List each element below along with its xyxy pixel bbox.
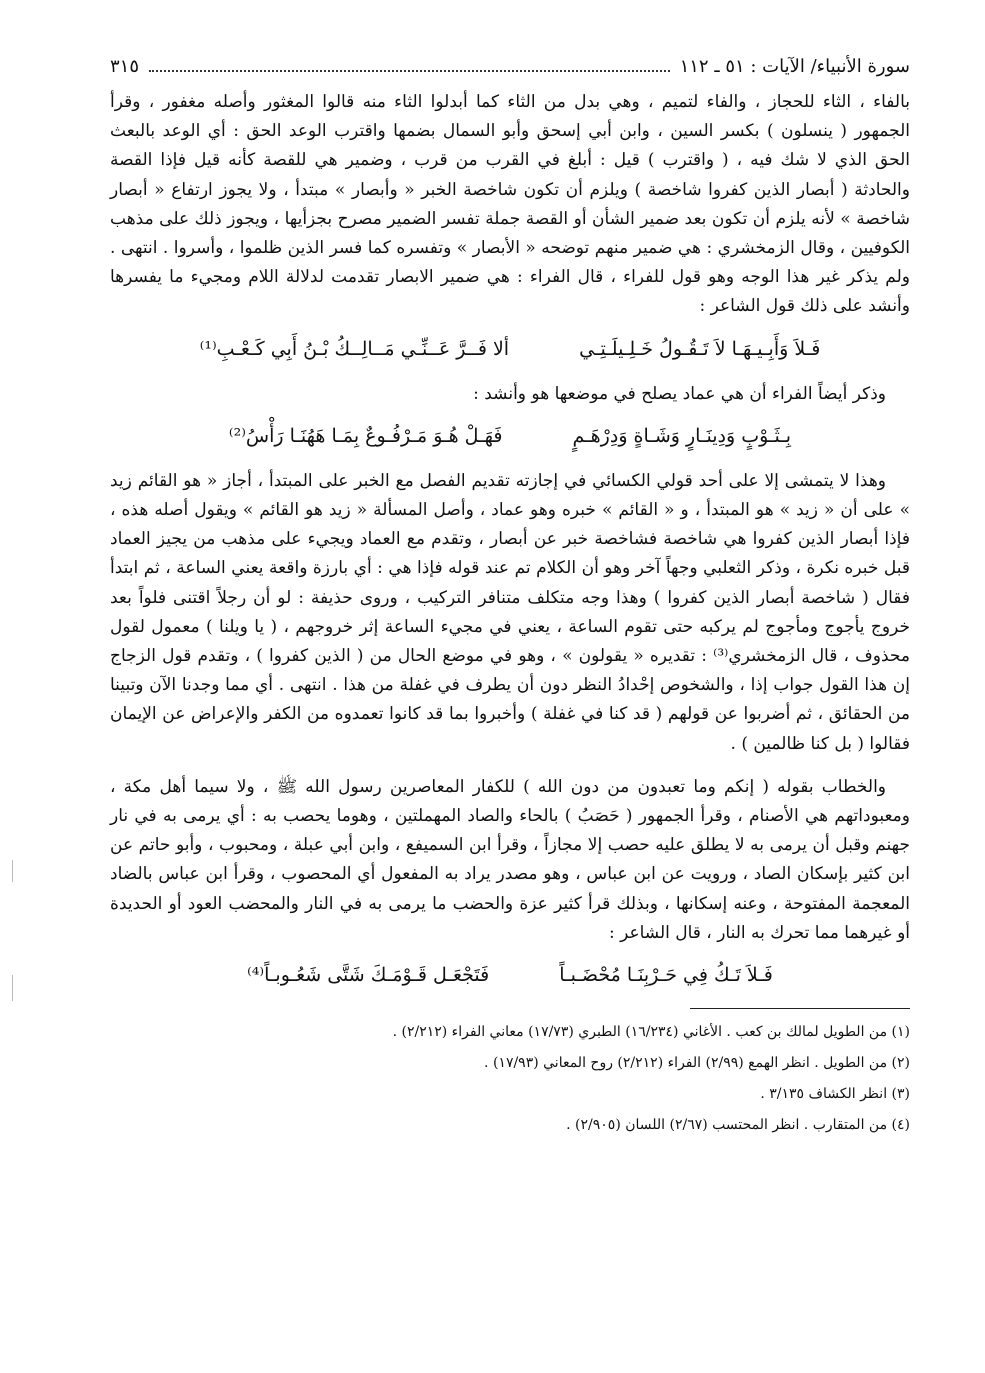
verse-1 [110, 334, 910, 364]
verse-3 [110, 960, 910, 990]
scan-margin-mark [12, 975, 13, 1001]
verse-1-second-hemistich: ألا فَــرَّ عَــنِّـي مَــالِــكُ بْـنُ أَبِي كَـعْـبِ⁽¹⁾ [199, 337, 510, 360]
footnote-3: (٣) انظر الكشاف ٣/١٣٥ . [760, 1086, 910, 1103]
running-header [110, 52, 910, 82]
verse-1-first-hemistich: فَـلاَ وَأَبِـيـهَـا لاَ تَـقُـولُ خَـلِـيلَـتِـي [579, 337, 821, 360]
verse-3-first-hemistich: فَـلاَ تَـكُ فِي حَـرْبِنَـا مُحْضَـبـاً [559, 964, 773, 987]
footnote-1: (١) من الطويل لمالك بن كعب . الأغاني (١٦/٢٣٤) الطبري (١٧/٧٣) معاني الفراء (٢/٢١٢) . [392, 1024, 910, 1041]
book-page [110, 52, 910, 1141]
header-dot-leader [149, 54, 670, 72]
verse-3-second-hemistich: فَتَجْعَـل قَـوْمَـكَ شَتَّى شَعُـوبـاً⁽⁴⁾ [247, 964, 490, 987]
surah-title: سورة الأنبياء/ الآيات : ٥١ ـ ١١٢ [679, 56, 910, 77]
paragraph-3: وهذا لا يتمشى إلا على أحد قولي الكسائي في إجازته تقديم الفصل مع الخبر على المبتدأ ، أجاز « هو القائم زيد » على أن « زيد » هو المبتدأ ، و « القائم » خبره وهو عماد ، وأصل المسألة « زيد هو القائم » ويقول أصله هذه ، فإذا أبصار الذين كفروا هي شاخصة فشاخصة خبر عن أبصار ، وتقدم مع العماد ويجيء على مذهب من يجيز العماد قبل خبره نكرة ، وذكر الثعلبي وجهاً آخر وهو أن الكلام تم عند قوله فإذا هي : أي بارزة واقعة يعني الساعة ، ثم ابتدأ فقال ( شاخصة أبصار الذين كفروا ) وهذا وجه متكلف متنافر التركيب ، وروى حذيفة : لو أن رجلاً اقتنى فلواً بعد خروج يأجوج ومأجوج لم يركبه حتى تقوم الساعة ، يعني في مجيء الساعة إثر خروجهم ، ( يا ويلنا ) معمول لقول محذوف ، قال الزمخشري⁽³⁾ : تقديره « يقولون » ، وهو في موضع الحال من ( الذين كفروا ) ، وتقدم قول الزجاج إن هذا القول جواب إذا ، والشخوص إحْدادُ النظر دون أن يطرف في غفلة من هذا . انتهى . أي مما وجدنا الآن وتبينا من الحقائق ، ثم أضربوا عن قولهم ( قد كنا في غفلة ) وأخبروا بما قد كانوا تعمدوه من الكفر والإعراض عن الإيمان فقالوا ( بل كنا ظالمين ) . [110, 470, 910, 754]
paragraph-1: بالفاء ، الثاء للحجاز ، والفاء لتميم ، وهي بدل من الثاء كما أبدلوا الثاء منه قالوا المغثور وأصله مغفور ، وقرأ الجمهور ( ينسلون ) بكسر السين ، وابن أبي إسحق وأبو السمال بضمها واقترب الوعد الحق : أي الوعد بالبعث الحق الذي لا شك فيه ، ( واقترب ) قيل : أبلغ في القرب من قرب ، وضمير هي للقصة كأنه قيل فإذا القصة والحادثة ( أبصار الذين كفروا شاخصة ) ويلزم أن تكون شاخصة الخبر « وأبصار » مبتدأ ، ولا يجوز ارتفاع « أبصار شاخصة » لأنه يلزم أن تكون بعد ضمير الشأن أو القصة جملة تفسر الضمير مصرح بجزأيها ، ويجوز ذلك على مذهب الكوفيين ، وقال الزمخشري : هي ضمير منهم توضحه « الأبصار » وتفسره كما فسر الذين ظلموا ، وأسروا . انتهى . ولم يذكر غير هذا الوجه وهو قول للفراء ، قال الفراء : هي ضمير الابصار تقدمت لدلالة اللام ومجيء ما يفسرها وأنشد على ذلك قول الشاعر : [110, 92, 910, 317]
verse-2-first-hemistich: بِـثَـوْبٍ وَدِينَـارٍ وَشَـاةٍ وَدِرْهَـمٍ [572, 424, 792, 447]
page-number: ٣١٥ [110, 56, 140, 77]
footnote-4: (٤) من المتقارب . انظر المحتسب (٢/٦٧) اللسان (٢/٩٠٥) . [566, 1117, 910, 1134]
scan-margin-mark [12, 860, 13, 882]
verse-2-second-hemistich: فَهَـلْ هُـوَ مَـرْفُـوعٌ بِمَـا هَهُنَـا رَأْسُ⁽²⁾ [228, 424, 503, 447]
footnote-separator [690, 1008, 910, 1009]
footnote-2: (٢) من الطويل . انظر الهمع (٢/٩٩) الفراء (٢/٢١٢) روح المعاني (١٧/٩٣) . [484, 1055, 910, 1072]
verse-2 [110, 421, 910, 451]
paragraph-2: وذكر أيضاً الفراء أن هي عماد يصلح في موضعها هو وأنشد : [473, 383, 886, 404]
paragraph-4: والخطاب بقوله ( إنكم وما تعبدون من دون الله ) للكفار المعاصرين رسول الله ﷺ ، ولا سيما أهل مكة ، ومعبوداتهم هي الأصنام ، وقرأ الجمهور ( حَصَبُ ) بالحاء والصاد المهملتين ، وهوما يحصب به : أي يرمى به في نار جهنم وقبل أن يرمى به لا يطلق عليه حصب إلا مجازاً ، وقرأ ابن السميفع ، وابن أبي عبلة ، ومحبوب ، وأبو حاتم عن ابن كثير بإسكان الصاد ، ورويت عن ابن عباس ، وهو مصدر يراد به المفعول أي المحصوب ، وقرأ ابن عباس بالضاد المعجمة المفتوحة ، وعنه إسكانها ، وبذلك قرأ كثير عزة والحضب ما يرمى به في النار والمحضب العود أو الحديدة أو غيرهما مما تحرك به النار ، قال الشاعر : [110, 776, 910, 943]
